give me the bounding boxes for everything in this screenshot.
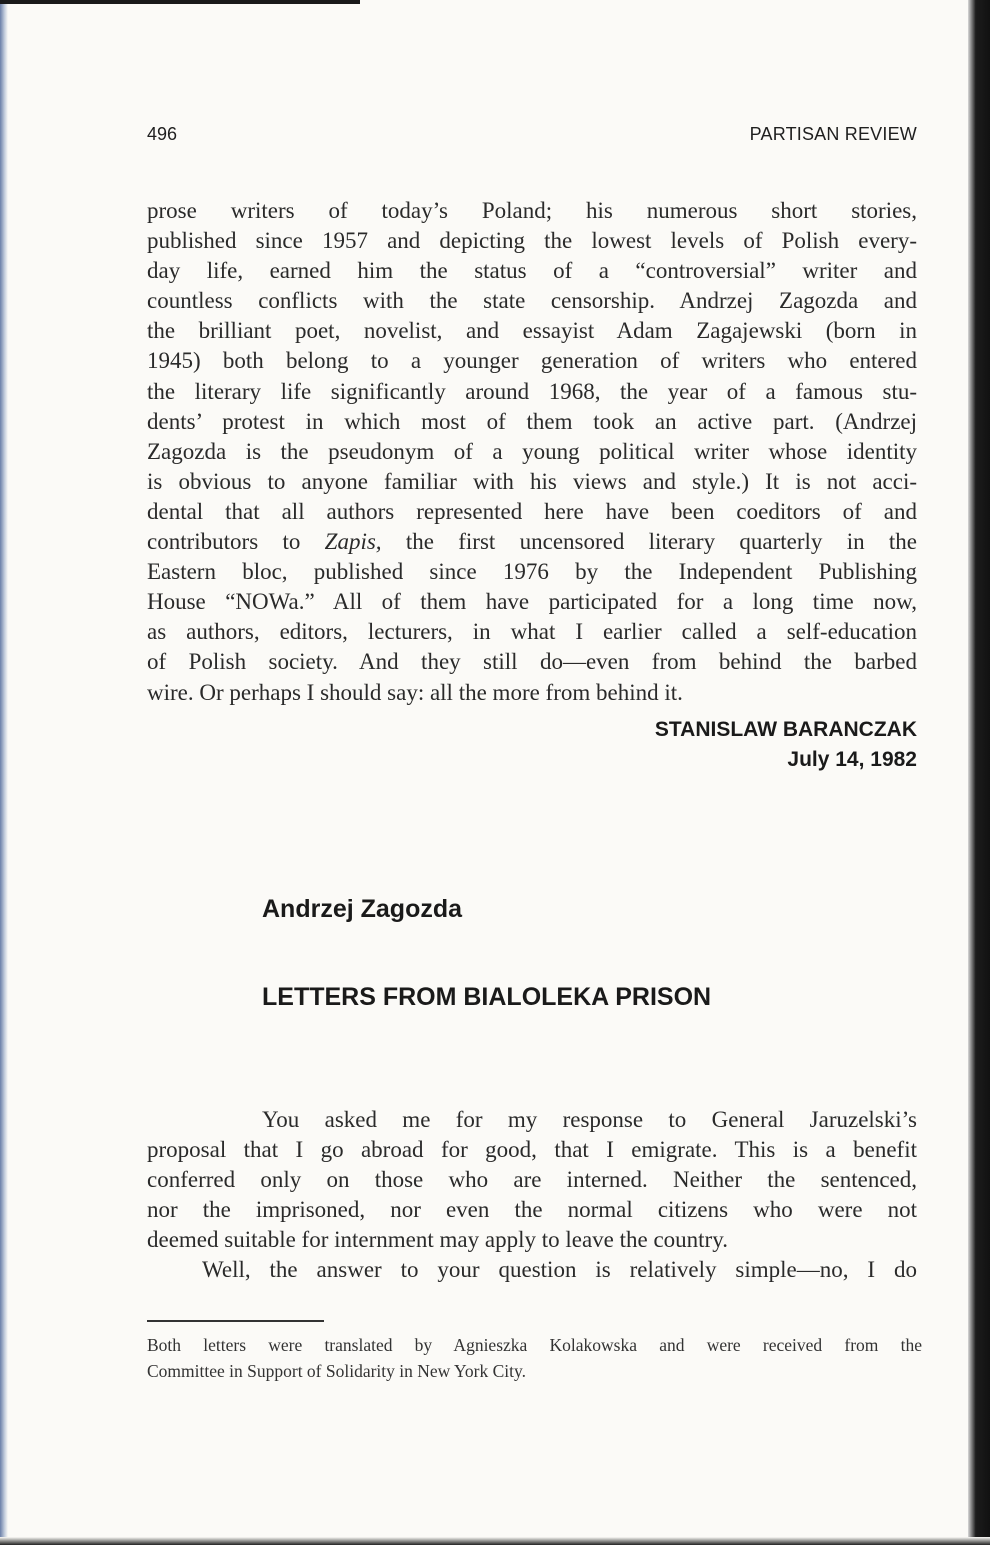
journal-title: PARTISAN REVIEW	[749, 124, 917, 144]
intro-line: of Polish society. And they still do—even from behind the barbed	[147, 649, 917, 675]
intro-line: wire. Or perhaps I should say: all the more from behind it.	[147, 679, 683, 705]
page-right-edge	[968, 0, 990, 1545]
intro-line: published since 1957 and depicting the lowest levels of Polish every-	[147, 228, 917, 254]
footnote	[147, 1332, 922, 1384]
intro-line: Zagozda is the pseudonym of a young political writer whose identity	[147, 438, 917, 464]
zapis-title: Zapis,	[324, 529, 382, 555]
footnote-rule	[147, 1320, 324, 1322]
intro-line: the brilliant poet, novelist, and essayist Adam Zagajewski (born in	[147, 318, 917, 344]
intro-line: countless conflicts with the state censorship. Andrzej Zagozda and	[147, 288, 917, 314]
intro-line: contributors to Zapis, the first uncensored literary quarterly in the	[147, 529, 917, 555]
intro-line: day life, earned him the status of a “controversial” writer and	[147, 258, 917, 284]
intro-line: the literary life significantly around 1968, the year of a famous stu-	[147, 378, 917, 404]
signature-name: STANISLAW BARANCZAK	[654, 718, 917, 741]
intro-line: Eastern bloc, published since 1976 by the Independent Publishing	[147, 559, 917, 585]
letter-line: nor the imprisoned, nor even the normal citizens who were not	[147, 1197, 917, 1223]
intro-line: as authors, editors, lecturers, in what I earlier called a self-education	[147, 619, 917, 645]
footnote-line: Both letters were translated by Agnieszka Kolakowska and were received from the	[147, 1335, 922, 1355]
intro-line: prose writers of today’s Poland; his numerous short stories,	[147, 198, 917, 223]
letter-line: conferred only on those who are interned. Neither the sentenced,	[147, 1167, 917, 1193]
page-number: 496	[147, 124, 178, 144]
letter-paragraph	[147, 1105, 917, 1286]
page-bottom-edge	[0, 1537, 990, 1545]
page-left-edge	[0, 0, 8, 1545]
article-author: Andrzej Zagozda	[262, 895, 463, 923]
letter-line: proposal that I go abroad for good, that I emigrate. This is a benefit	[147, 1137, 917, 1163]
letter-line: Well, the answer to your question is relatively simple—no, I do	[202, 1257, 917, 1283]
intro-line: 1945) both belong to a younger generation of writers who entered	[147, 348, 917, 374]
intro-line: House “NOWa.” All of them have participated for a long time now,	[147, 589, 917, 615]
intro-line: is obvious to anyone familiar with his views and style.) It is not acci-	[147, 468, 917, 494]
article-title: LETTERS FROM BIALOLEKA PRISON	[262, 983, 712, 1011]
intro-line: dental that all authors represented here have been coeditors of and	[147, 498, 917, 524]
page-top-edge	[0, 0, 360, 4]
letter-line: deemed suitable for internment may apply to leave the country.	[147, 1227, 728, 1253]
footnote-line: Committee in Support of Solidarity in New York City.	[147, 1361, 527, 1381]
intro-paragraph	[147, 196, 917, 708]
signature-date: July 14, 1982	[787, 748, 917, 771]
letter-line: You asked me for my response to General Jaruzelski’s	[262, 1107, 917, 1132]
intro-line: dents’ protest in which most of them took an active part. (Andrzej	[147, 408, 917, 434]
